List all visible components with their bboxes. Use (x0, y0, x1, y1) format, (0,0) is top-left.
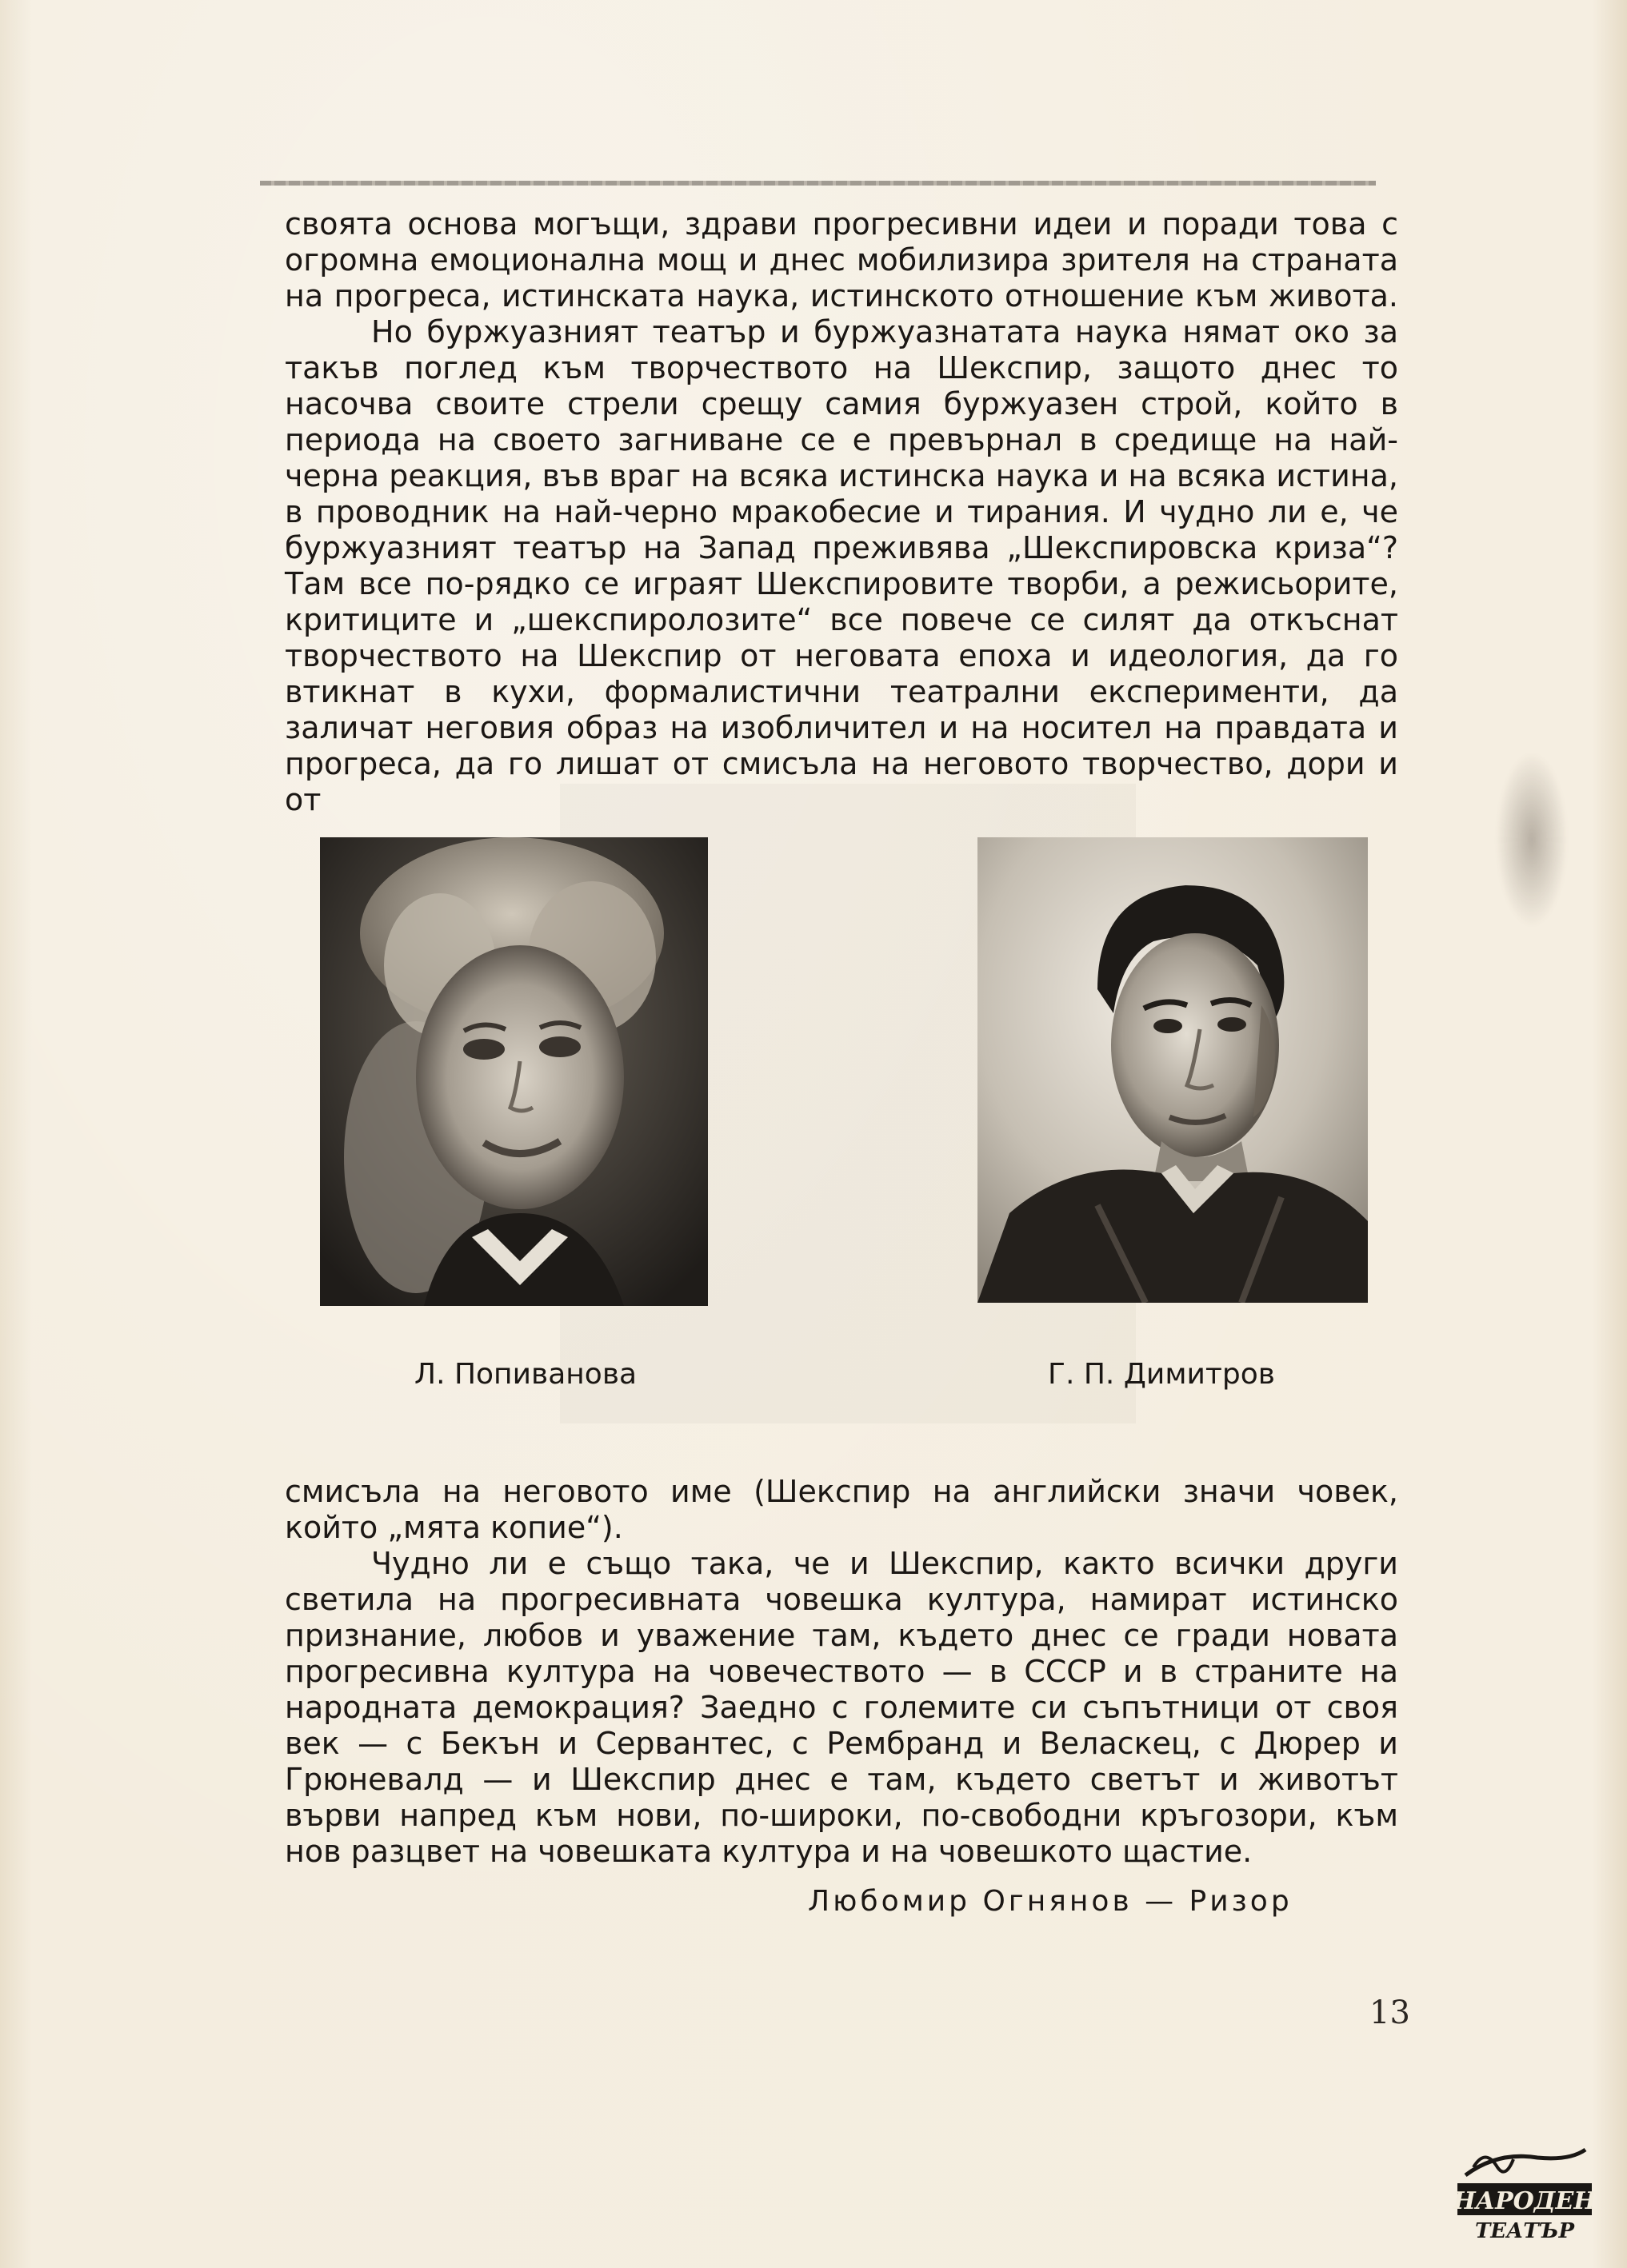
article-text-bottom (285, 1474, 1398, 1870)
portrait-man-image (977, 837, 1368, 1303)
portrait-woman-image (320, 837, 708, 1306)
svg-text:ТЕАТЪР: ТЕАТЪР (1474, 2219, 1575, 2243)
article-text-top (285, 206, 1398, 818)
paragraph-3: смисъла на неговото име (Шекспир на английски значи човек, който „мята копие“). (285, 1474, 1398, 1545)
paragraph-4: Чудно ли е също така, че и Шекспир, както всички други светила на прогресивната човешка култура, намират истинско признание, любов и уважение там, където днес се гради новата прогресивна култура на човечеството — в СССР и в страните на народната демокрация? Заедно с големите си съпътници от своя век — с Бекън и Сервантес, с Рембранд и Веласкец, с Дюрер и Грюневалд — и Шекспир днес е там, където светът и животът върви напред към нови, по-широки, по-свободни кръгозори, към нов разцвет на човешката култура и на човешкото щастие. (285, 1546, 1398, 1869)
header-rule (260, 181, 1376, 186)
paragraph-2: Но буржуазният театър и буржуазнатата наука нямат око за такъв поглед към творчеството на Шекспир, защото днес то насочва своите стрели срещу самия буржуазен строй, който в периода на своето загниване се е превърнал в средище на най-черна реакция, във враг на всяка истинска наука и на всяка истина, в проводник на най-черно мракобесие и тирания. И чудно ли е, че буржуазният театър на Запад преживява „Шекспировска криза“? Там все по-рядко се играят Шекспировите творби, а режисьорите, критиците и „шекспиролозите“ все повече се силят да откъснат творчеството на Шекспир от неговата епоха и идеология, да го втикнат в кухи, формалистични театрални експерименти, да заличат неговия образ на изобличител и на носител на правдата и прогреса, да го лишат от смисъла на неговото творчество, дори и от (285, 314, 1398, 817)
portrait-dimitrov (977, 837, 1368, 1303)
svg-text:НАРОДЕН: НАРОДЕН (1453, 2187, 1597, 2215)
page-number: 13 (1369, 1994, 1410, 2031)
ink-smudge (1496, 752, 1568, 928)
national-theatre-logo-stamp (1449, 2143, 1600, 2247)
caption-right: Г. П. Димитров (1048, 1358, 1275, 1391)
author-signature: Любомир Огнянов — Ризор (808, 1885, 1293, 1918)
caption-left: Л. Попиванова (414, 1358, 638, 1391)
portrait-popivanova (320, 837, 708, 1306)
paragraph-1: своята основа могъщи, здрави прогресивни идеи и поради това с огромна емоционална мощ и днес мобилизира зрителя на страната на прогреса, истинската наука, истинското отношение към живота. (285, 206, 1398, 313)
